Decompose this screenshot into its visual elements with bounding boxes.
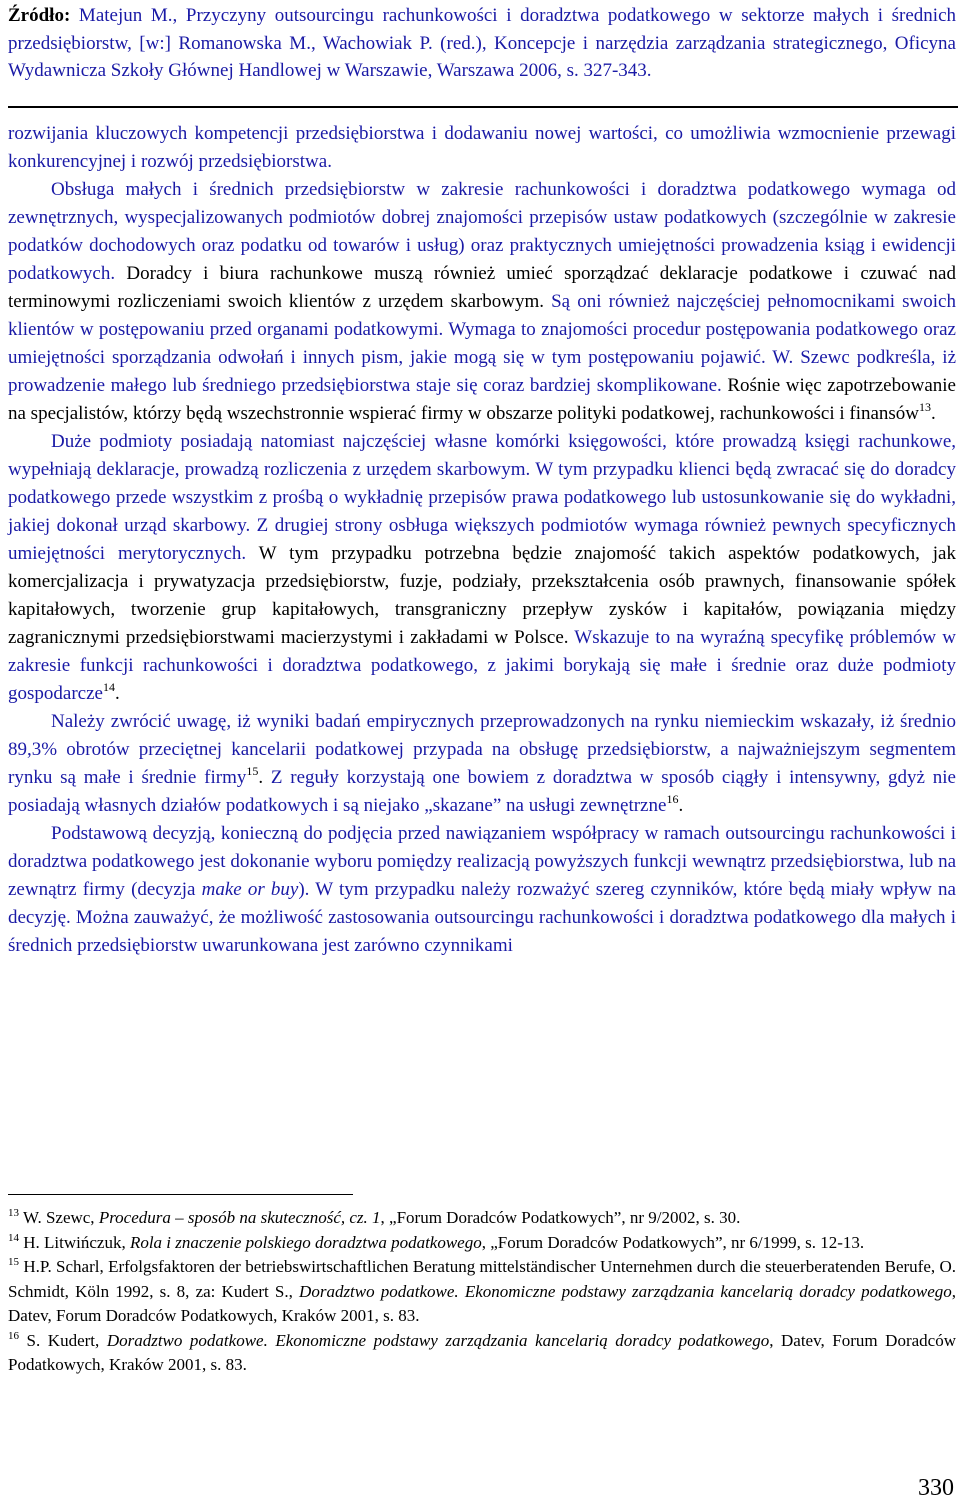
text-run: .: [258, 767, 264, 788]
text-run: Są oni również najczęściej pełnomocnikami swoich klientów w postępowaniu przed organami podatkowymi.: [8, 291, 956, 340]
footnote-separator: [8, 1194, 353, 1195]
text-run: Duże podmioty posiadają natomiast najczęściej własne komórki księgowości, które prowadzą księgi rachunkowe, wypełniają deklaracje, prowadzą rozliczenia z urzędem skarbowym.: [8, 431, 956, 480]
text-run: W. Szewc podkreśla, iż prowadzenie małego lub średniego przedsiębiorstwa staje się coraz bardziej skomplikowane.: [8, 347, 956, 396]
body-paragraph: [8, 708, 956, 820]
text-run: .: [114, 683, 120, 704]
footnote-item: [8, 1329, 956, 1378]
text-run: W tym przypadku należy rozważyć szereg czynników, które będą miały wpływ na decyzję.: [8, 879, 956, 928]
page-number: 330: [918, 1475, 954, 1501]
footnote-item: [8, 1231, 956, 1256]
text-run: Doradcy i biura rachunkowe muszą również umieć sporządzać deklaracje podatkowe i czuwać nad terminowymi rozliczeniami swoich klientów z urzędem skarbowym.: [8, 263, 956, 312]
text-run: H.P. Scharl, Erfolgsfaktoren der betriebswirtschaftlichen Beratung mittelständischer Unternehmen durch die steuerberatenden Berufe, O. Schmidt, Köln 1992, s. 8, za: Kudert S.,: [8, 1257, 957, 1301]
text-run: W. Szewc,: [22, 1208, 99, 1227]
footnote-reference: 14: [102, 680, 115, 694]
text-run: Można zauważyć, że możliwość zastosowania outsourcingu rachunkowości i doradztwa podatkowego dla małych i średnich przedsiębiorstw uwarunkowana jest zarówno czynnikami: [8, 907, 956, 956]
text-run: , Datev, Forum Doradców Podatkowych, Kraków 2001, s. 83.: [8, 1281, 956, 1325]
footnote-reference: 15: [246, 764, 259, 778]
text-run: .: [931, 403, 936, 424]
body-paragraph: [8, 820, 956, 960]
text-run: make or buy: [201, 879, 299, 900]
text-run: Wymaga to znajomości procedur postępowania podatkowego oraz umiejętności sporządzania odwołań i innych pism, jakie mogą się w tym postępowaniu pojawić.: [8, 319, 956, 368]
body-paragraph: [8, 120, 956, 176]
text-run: Rola i znaczenie polskiego doradztwa podatkowego: [129, 1232, 482, 1252]
text-run: Z drugiej strony osbługa większych podmiotów wymaga również pewnych specyficznych umiejętności merytorycznych.: [8, 515, 957, 564]
text-run: Doradztwo podatkowe. Ekonomiczne podstawy zarządzania kancelarią doradcy podatkowego: [299, 1281, 952, 1301]
text-run: Rośnie więc zapotrzebowanie na specjalistów, którzy będą wszechstronnie wspierać firmy w obszarze polityki podatkowej, rachunkowości i finansów: [8, 375, 956, 424]
text-run: Należy zwrócić uwagę, iż wyniki badań empirycznych przeprowadzonych na rynku niemieckim wskazały, iż średnio 89,3% obrotów przeciętnej kancelarii podatkowej przypada na obsługę przedsiębiorstw, a najważniejszym segmentem rynku są małe i średnie firmy: [8, 711, 956, 788]
footnote-number: 14: [8, 1231, 19, 1244]
text-run: Procedura – sposób na skuteczność, cz. 1: [98, 1208, 381, 1227]
source-citation: [8, 2, 956, 85]
text-run: ).: [298, 879, 310, 900]
footnote-item: [8, 1255, 956, 1329]
text-run: , „Forum Doradców Podatkowych”, nr 9/2002, s. 30.: [380, 1208, 741, 1227]
text-run: Wskazuje to na wyraźną specyfikę próblemów w zakresie funkcji rachunkowości i doradztwa podatkowego, z jakimi borykają się małe i średnie oraz duże podmioty gospodarcze: [8, 627, 956, 704]
text-run: .: [678, 795, 684, 816]
footnotes: [8, 1206, 956, 1378]
text-run: Obsługa małych i średnich przedsiębiorstw w zakresie rachunkowości i doradztwa podatkowego wymaga od zewnętrznych, wyspecjalizowanych podmiotów dobrej znajomości przepisów ustaw podatkowych (szczególnie w zakresie podatków dochodowych oraz podatku od towarów i usług) oraz praktycznych umiejętności prowadzenia ksiąg i ewidencji podatkowych.: [8, 179, 956, 284]
text-run: H. Litwińczuk,: [23, 1232, 130, 1252]
footnote-reference: 13: [919, 400, 932, 414]
text-run: S. Kudert,: [26, 1330, 107, 1350]
footnote-number: 16: [8, 1329, 19, 1342]
text-run: Podstawową decyzją, konieczną do podjęcia przed nawiązaniem współpracy w ramach outsourcingu rachunkowości i doradztwa podatkowego jest dokonanie wyboru pomiędzy realizacją powyższych funkcji wewnątrz przedsiębiorstwa, lub na zewnątrz firmy (decyzja: [8, 823, 956, 900]
text-run: Z reguły korzystają one bowiem z doradztwa w sposób ciągły i intensywny, gdyż nie posiadają własnych działów podatkowych i są niejako „skazane” na usługi zewnętrzne: [8, 767, 956, 816]
body-paragraph: [8, 176, 956, 428]
text-run: W tym przypadku potrzebna będzie znajomość takich aspektów podatkowych, jak komercjalizacja i prywatyzacja przedsiębiorstw, fuzje, podziały, przekształcenia osób prawnych, finansowanie spółek kapitałowych, tworzenie grup kapitałowych, transgraniczny przepływ zysków i kapitałów, powiązania między zagranicznymi przedsiębiorstwami macierzystymi i zakładami w Polsce.: [8, 543, 956, 648]
text-run: W tym przypadku klienci będą zwracać się do doradcy podatkowego przede wszystkim z prośbą o wykładnię przepisów prawa podatkowego lub ustosunkowanie się do wykładni, jakiej dokonał urząd skarbowy.: [8, 459, 956, 536]
source-text: Matejun M., Przyczyny outsourcingu rachunkowości i doradztwa podatkowego w sektorze małych i średnich przedsiębiorstw, [w:] Romanowska M., Wachowiak P. (red.), Koncepcje i narzędzia zarządzania strategicznego, Oficyna Wydawnicza Szkoły Głównej Handlowej w Warszawie, Warszawa 2006, s. 327-343.: [8, 5, 957, 81]
body-paragraph: [8, 428, 956, 708]
body-text: [8, 120, 956, 960]
footnote-item: [8, 1206, 956, 1231]
text-run: , „Forum Doradców Podatkowych”, nr 6/1999, s. 12-13.: [481, 1232, 865, 1252]
footnote-number: 15: [8, 1256, 19, 1268]
text-run: rozwijania kluczowych kompetencji przedsiębiorstwa i dodawaniu nowej wartości, co umożliwia wzmocnienie przewagi konkurencyjnej i rozwój przedsiębiorstwa.: [8, 123, 956, 172]
source-label: Źródło:: [8, 5, 71, 26]
footnote-reference: 16: [666, 792, 679, 806]
footnote-number: 13: [8, 1207, 19, 1219]
text-run: , Datev, Forum Doradców Podatkowych, Kraków 2001, s. 83.: [8, 1330, 956, 1374]
source-divider: [8, 106, 958, 108]
text-run: Doradztwo podatkowe. Ekonomiczne podstawy zarządzania kancelarią doradcy podatkowego: [106, 1330, 770, 1350]
